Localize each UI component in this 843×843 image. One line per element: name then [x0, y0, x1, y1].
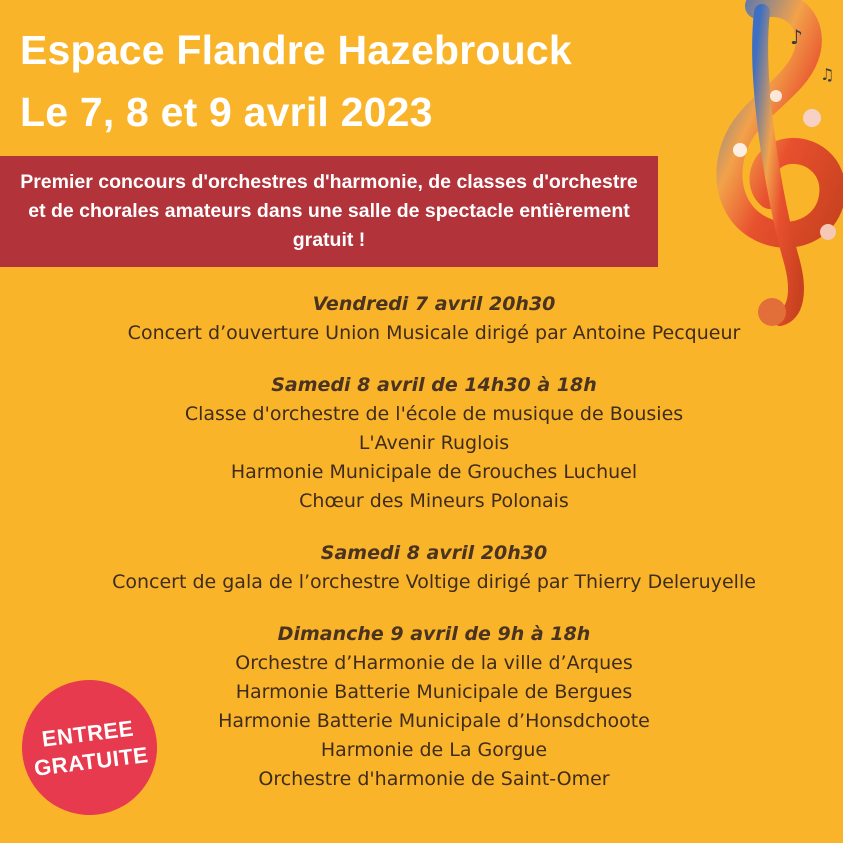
intro-banner-text: Premier concours d'orchestres d'harmonie, de classes d'orchestre et de chorales amateurs dans une salle de spectacle entièrement gratuit !	[20, 171, 638, 251]
schedule-item: Concert d’ouverture Union Musicale dirigé par Antoine Pecqueur	[127, 322, 741, 344]
music-note-icon: ♫	[820, 65, 835, 84]
day-block-saturday-evening	[0, 539, 843, 597]
music-note-icon: ♪	[790, 25, 803, 49]
venue-title: Espace Flandre Hazebrouck	[20, 27, 572, 73]
day-heading: Dimanche 9 avril de 9h à 18h	[277, 623, 591, 645]
schedule-item: Classe d'orchestre de l'école de musique de Bousies	[184, 403, 684, 425]
schedule-item: Harmonie de La Gorgue	[320, 739, 548, 761]
day-block-saturday-afternoon	[0, 371, 843, 516]
badge-line-2: GRATUITE	[32, 741, 150, 781]
schedule-item: Harmonie Batterie Municipale de Bergues	[235, 681, 633, 703]
schedule-item: Concert de gala de l’orchestre Voltige dirigé par Thierry Deleruyelle	[112, 571, 756, 593]
flower-decoration	[770, 90, 782, 102]
flower-decoration	[820, 224, 836, 240]
treble-clef-icon	[700, 0, 843, 330]
day-heading: Samedi 8 avril de 14h30 à 18h	[271, 374, 597, 396]
intro-banner	[0, 156, 658, 267]
badge-line-1: ENTREE	[40, 715, 136, 752]
day-heading: Vendredi 7 avril 20h30	[312, 293, 556, 315]
event-dates: Le 7, 8 et 9 avril 2023	[20, 89, 433, 135]
flower-decoration	[803, 109, 821, 127]
schedule-item: L'Avenir Ruglois	[358, 432, 510, 454]
schedule-item: Chœur des Mineurs Polonais	[299, 490, 569, 512]
schedule-item: Orchestre d’Harmonie de la ville d’Arques	[235, 652, 633, 674]
flower-decoration	[733, 143, 747, 157]
schedule-item: Orchestre d'harmonie de Saint-Omer	[258, 768, 610, 790]
day-heading: Samedi 8 avril 20h30	[320, 542, 548, 564]
schedule-item: Harmonie Municipale de Grouches Luchuel	[230, 461, 638, 483]
schedule-item: Harmonie Batterie Municipale d’Honsdchoote	[218, 710, 650, 732]
clef-stem	[760, 12, 796, 318]
day-block-friday	[0, 290, 843, 348]
